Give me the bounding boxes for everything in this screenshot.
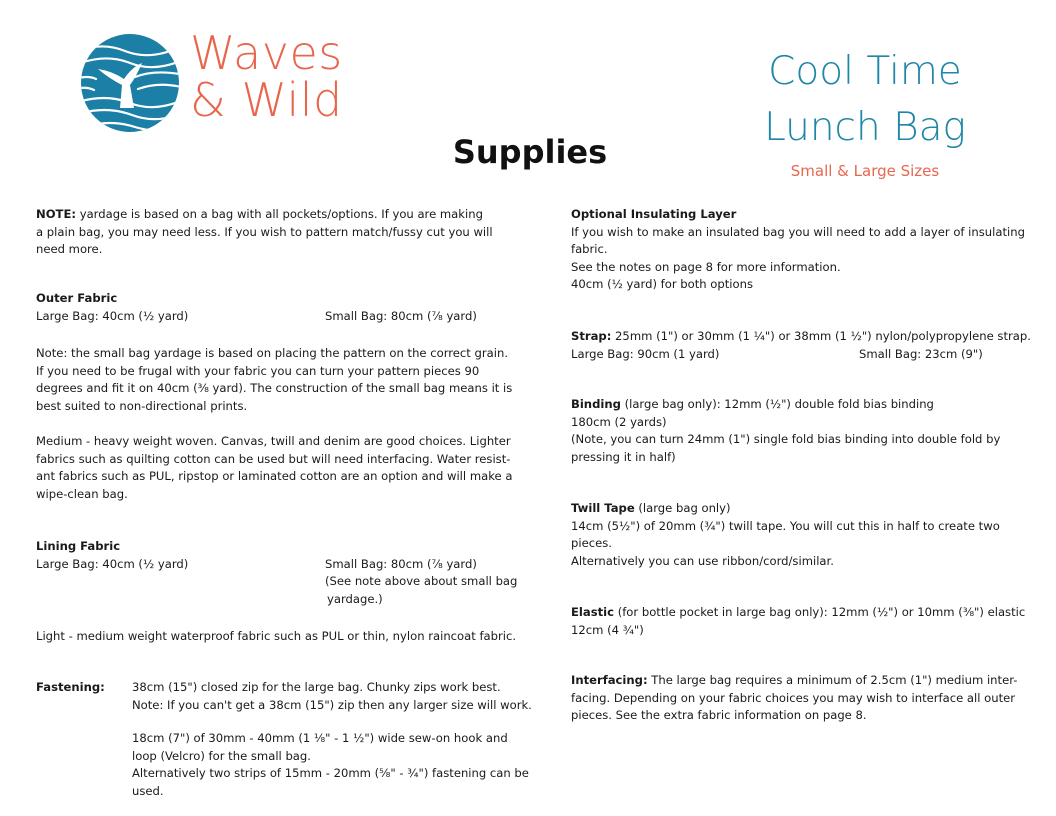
binding-line: 180cm (2 yards) xyxy=(571,414,667,429)
strap-small-bag: Small Bag: 23cm (9") xyxy=(859,346,983,361)
lining-large-bag: Large Bag: 40cm (½ yard) xyxy=(36,556,189,571)
lining-fabric-section xyxy=(36,538,532,608)
lining-weight: Light - medium weight waterproof fabric such as PUL or thin, nylon raincoat fabric. xyxy=(36,629,517,643)
lining-small-bag: Small Bag: 80cm (⅞ yard) xyxy=(325,556,477,571)
lining-small-note: yardage.) xyxy=(327,591,383,606)
fastening-line: Note: If you can't get a 38cm (15") zip then any larger size will work. xyxy=(132,697,532,712)
strap-section xyxy=(571,328,1041,363)
fastening-line: loop (Velcro) for the small bag. xyxy=(132,748,311,763)
outer-small-bag: Small Bag: 80cm (⅞ yard) xyxy=(325,308,477,323)
insulating-line: 40cm (½ yard) for both options xyxy=(571,277,754,291)
binding-line: (large bag only): 12mm (½") double fold bias binding xyxy=(620,397,934,411)
outer-weight-line: wipe-clean bag. xyxy=(36,486,128,501)
twill-tape-line: pieces. xyxy=(571,536,612,550)
binding-line: (Note, you can turn 24mm (1") single fold bias binding into double fold by xyxy=(571,432,1001,446)
outer-large-bag: Large Bag: 40cm (½ yard) xyxy=(36,308,189,323)
brand-name xyxy=(190,26,343,127)
binding-label: Binding xyxy=(571,397,621,411)
strap-large-bag: Large Bag: 90cm (1 yard) xyxy=(571,346,720,361)
product-title-line-2: Lunch Bag xyxy=(764,105,966,150)
note-line: a plain bag, you may need less. If you wish to pattern match/fussy cut you will xyxy=(36,224,493,239)
lining-fabric-heading: Lining Fabric xyxy=(36,539,121,553)
page-title: Supplies xyxy=(452,133,608,171)
product-title xyxy=(760,44,970,156)
binding-section xyxy=(571,396,1041,466)
fastening-line: 18cm (7") of 30mm - 40mm (1 ⅛" - 1 ½") wide sew-on hook and xyxy=(132,731,508,745)
elastic-section xyxy=(571,604,1041,639)
outer-weight-line: ant fabrics such as PUL, ripstop or laminated cotton are an option and will make a xyxy=(36,469,513,483)
elastic-line: (for bottle pocket in large bag only): 12mm (½") or 10mm (⅜") elastic xyxy=(614,605,1026,619)
twill-tape-section xyxy=(571,500,1041,570)
strap-label: Strap: xyxy=(571,329,612,343)
elastic-line: 12cm (4 ¾") xyxy=(571,622,644,637)
twill-tape-line: (large bag only) xyxy=(634,501,731,515)
interfacing-label: Interfacing: xyxy=(571,673,648,687)
fastening-line: used. xyxy=(132,783,164,798)
note-line: need more. xyxy=(36,242,103,256)
note-label: NOTE: xyxy=(36,207,77,221)
binding-line: pressing it in half) xyxy=(571,449,676,464)
waves-wild-logo-icon xyxy=(80,33,180,133)
interfacing-line: pieces. See the extra fabric information on page 8. xyxy=(571,708,867,722)
outer-weight-line: Medium - heavy weight woven. Canvas, twill and denim are good choices. Lighter xyxy=(36,434,511,448)
outer-note-line: best suited to non-directional prints. xyxy=(36,398,248,413)
fastening-section xyxy=(132,679,542,800)
interfacing-line: The large bag requires a minimum of 2.5cm (1") medium inter- xyxy=(647,673,1018,687)
interfacing-line: facing. Depending on your fabric choices you may wish to interface all outer xyxy=(571,690,1016,705)
insulating-line: See the notes on page 8 for more information. xyxy=(571,259,841,274)
outer-note-line: If you need to be frugal with your fabric you can turn your pattern pieces 90 xyxy=(36,363,480,378)
twill-tape-label: Twill Tape xyxy=(571,501,635,515)
note-line: yardage is based on a bag with all pockets/options. If you are making xyxy=(76,207,483,221)
brand-line-2: & Wild xyxy=(190,73,343,127)
twill-tape-line: 14cm (5½") of 20mm (¾") twill tape. You will cut this in half to create two xyxy=(571,518,1000,533)
outer-weight-section xyxy=(36,433,532,503)
fastening-label: Fastening: xyxy=(36,680,105,694)
twill-tape-line: Alternatively you can use ribbon/cord/similar. xyxy=(571,553,834,568)
brand-line-1: Waves xyxy=(190,26,343,80)
strap-line: 25mm (1") or 30mm (1 ¼") or 38mm (1 ½") nylon/polypropylene strap. xyxy=(611,329,1031,343)
outer-weight-line: fabrics such as quilting cotton can be used but will need interfacing. Water resist- xyxy=(36,451,511,466)
insulating-heading: Optional Insulating Layer xyxy=(571,207,737,221)
insulating-line: fabric. xyxy=(571,242,608,256)
outer-note-line: degrees and fit it on 40cm (⅜ yard). The construction of the small bag means it is xyxy=(36,381,513,395)
outer-note-line: Note: the small bag yardage is based on placing the pattern on the correct grain. xyxy=(36,346,509,360)
insulating-line: If you wish to make an insulated bag you will need to add a layer of insulating xyxy=(571,224,1025,239)
product-subtitle: Small & Large Sizes xyxy=(790,162,940,180)
outer-fabric-heading: Outer Fabric xyxy=(36,291,118,305)
outer-fabric-section xyxy=(36,290,532,325)
fastening-line: 38cm (15") closed zip for the large bag. Chunky zips work best. xyxy=(132,680,501,694)
outer-note-section xyxy=(36,345,532,415)
interfacing-section xyxy=(571,672,1041,725)
fastening-line: Alternatively two strips of 15mm - 20mm (⅝" - ¾") fastening can be xyxy=(132,766,529,780)
note-section xyxy=(36,206,532,259)
product-title-line-1: Cool Time xyxy=(768,49,962,94)
elastic-label: Elastic xyxy=(571,605,615,619)
lining-small-note: (See note above about small bag xyxy=(325,574,518,588)
insulating-section xyxy=(571,206,1041,294)
